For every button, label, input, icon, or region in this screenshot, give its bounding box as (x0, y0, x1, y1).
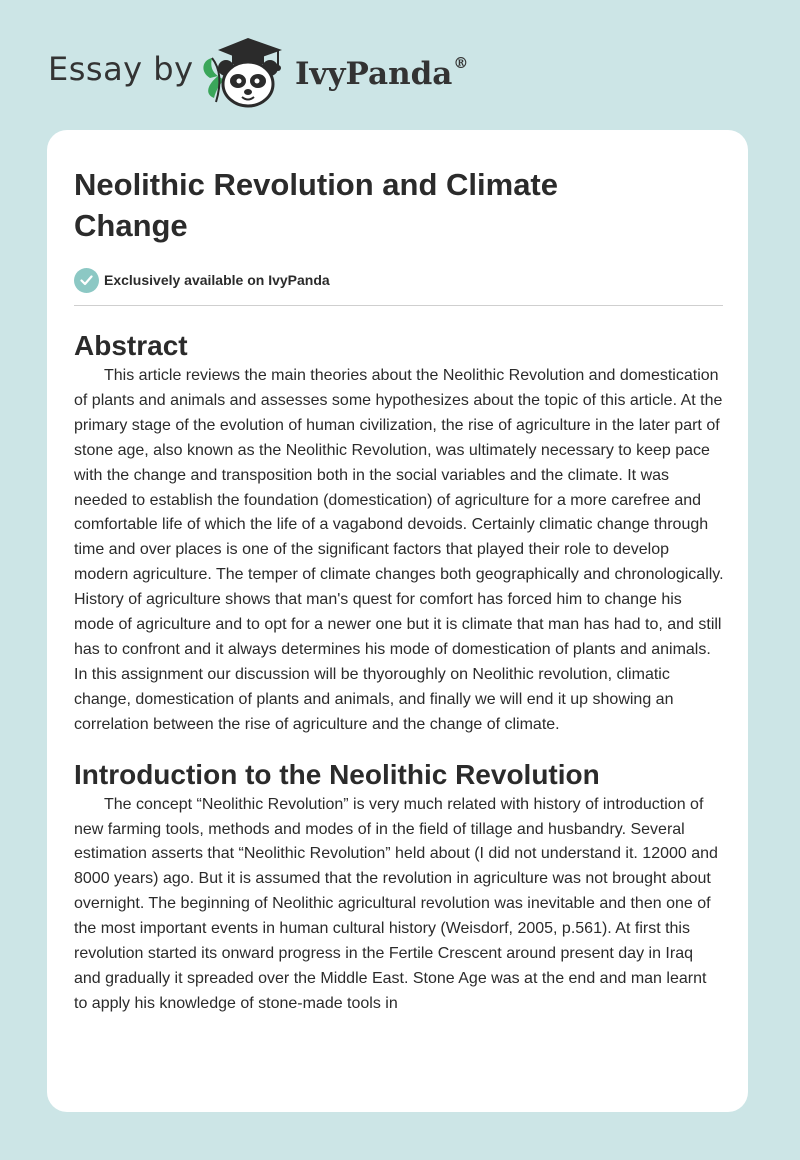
brand-name[interactable] (295, 56, 468, 92)
section-paragraph-introduction: The concept “Neolithic Revolution” is very much related with history of introduction of new farming tools, methods and modes of in the field of tillage and husbandry. Several estimation asserts that “Neolithic Revolution” held about (I did not understand it. 12000 and 8000 years) ago. But it is assumed that the revolution in agriculture was not brought about overnight. The beginning of Neolithic agricultural revolution was inevitable and then one of the most important events in human cultural history (Weisdorf, 2005, p.561). At first this revolution started its onward progress in the Fertile Crescent around present day in Iraq and gradually it spreaded over the Middle East. Stone Age was at the end and man learnt to apply his knowledge of stone-made tools in (74, 795, 718, 1012)
article-content (74, 164, 724, 1017)
exclusive-badge (74, 267, 724, 293)
essay-by-label: Essay by (48, 50, 194, 88)
site-header (0, 0, 800, 130)
section-paragraph-abstract: This article reviews the main theories about the Neolithic Revolution and domestication of plants and animals and assesses some hypothesizes about the topic of this article. At the primary stage of the evolution of human civilization, the rise of agriculture in the later part of stone age, also known as the Neolithic Revolution, was ultimately necessary to keep pace with the change and transposition both in the social variables and the climate. It was needed to establish the foundation (domestication) of agriculture for a more carefree and comfortable life of which the life of a vagabond devoids. Certainly climatic change through time and over places is one of the significant factors that played their role to develop modern agriculture. The temper of climate changes both geographically and chronologically. History of agriculture shows that man's quest for comfort has forced him to change his mode of agriculture and to opt for a newer one but it is climate that man has had to, and still has to confront and it always determines his mode of domestication of plants and animals. In this assignment our discussion will be thyoroughly on Neolithic revolution, climatic change, domestication of plants and animals, and finally we will end it up showing an correlation between the rise of agriculture and the change of climate. (74, 367, 724, 733)
section-heading-introduction: Introduction to the Neolithic Revolution (74, 758, 600, 790)
article-card (47, 130, 748, 1112)
registered-mark: ® (453, 54, 469, 72)
article-title: Neolithic Revolution and Climate Change (74, 167, 558, 243)
section-heading-abstract: Abstract (74, 330, 188, 361)
exclusive-label: Exclusively available on IvyPanda (104, 272, 330, 288)
brand-name-text: IvyPanda (295, 56, 453, 92)
check-icon (74, 268, 99, 293)
panda-graduate-logo-icon[interactable] (198, 32, 294, 110)
divider (74, 305, 723, 306)
